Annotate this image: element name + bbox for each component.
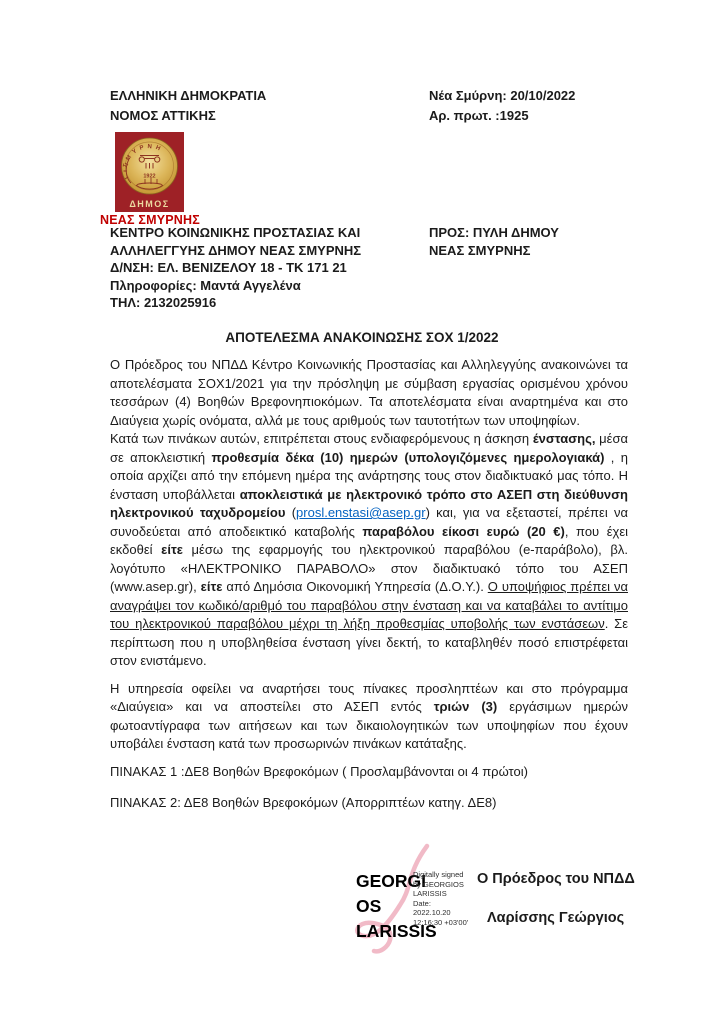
document-body — [110, 356, 628, 826]
signer-role: Ο Πρόεδρος του ΝΠΔΔ — [477, 871, 635, 887]
email-link[interactable]: prosl.enstasi@asep.gr — [296, 505, 426, 520]
text-segment: , που έχει εκδοθεί — [110, 523, 629, 557]
text-segment: προθεσμία δέκα (10) ημερών (υπολογιζόμενες ημερολογιακά) — [211, 449, 605, 465]
text-segment: από Δημόσια Οικονομική Υπηρεσία (Δ.Ο.Υ.). — [222, 579, 488, 594]
signature-detail-line: 12:16:30 +03'00' — [413, 917, 469, 927]
text-segment: ένστασης, — [532, 431, 596, 446]
text-segment: είτε — [161, 542, 183, 557]
republic-line: ΕΛΛΗΝΙΚΗ ΔΗΜΟΚΡΑΤΙΑ — [110, 88, 267, 103]
sender-line: Δ/ΝΣΗ: ΕΛ. ΒΕΝΙΖΕΛΟΥ 18 - ΤΚ 171 21 — [110, 260, 347, 275]
logo-dimos-text: ΔΗΜΟΣ — [129, 199, 170, 209]
sender-line: ΚΕΝΤΡΟ ΚΟΙΝΩΝΙΚΗΣ ΠΡΟΣΤΑΣΙΑΣ ΚΑΙ — [110, 225, 361, 240]
recipient-info — [429, 224, 559, 259]
pinakas-1 — [110, 763, 628, 782]
signature-name-line: OS — [356, 896, 382, 916]
sender-info — [110, 224, 361, 312]
text-segment: Κατά των πινάκων αυτών, επιτρέπεται στους ενδιαφερόμενους η άσκηση — [110, 431, 533, 446]
document-title: ΑΠΟΤΕΛΕΣΜΑ ΑΝΑΚΟΙΝΩΣΗΣ ΣΟΧ 1/2022 — [225, 330, 499, 345]
text-segment: Ο Πρόεδρος του ΝΠΔΔ Κέντρο Κοινωνικής Προστασίας και Αλληλεγγύης ανακοινώνει τα αποτελέσματα ΣΟΧ1/2021 για την πρόσληψη με σύμβαση εργασίας ορισμένου χρόνου τεσσάρων (4) Βοηθών Βρεφονηπιοκόμων. Τα αποτελέσματα είναι αναρτημένα και στο Διαύγεια χωρίς ονόματα, αλλά με τους αριθμούς των ταυτοτήτων των υποψηφίων. — [110, 357, 628, 428]
signature-detail-line: by GEORGIOS — [413, 879, 464, 889]
paragraph-service-obligation — [110, 680, 628, 754]
signature-detail-line: Digitally signed — [413, 870, 464, 879]
text-segment: εργάσιμων ημερών φωτοαντίγραφα των αιτήσεων και των δικαιολογητικών των υποψηφίων που έχουν υποβάλει ένσταση κατά των προσωρινών πινάκων κατάταξης. — [110, 699, 629, 751]
recipient-line: ΠΡΟΣ: ΠΥΛΗ ΔΗΜΟΥ — [429, 225, 559, 240]
sender-line: ΤΗΛ: 2132025916 — [110, 295, 217, 310]
text-segment: Ο υποψήφιος πρέπει να αναγράψει τον κωδικό/αριθμό του παραβόλου στην ένσταση και να καταβάλει το αντίτιμο του ηλεκτρονικού παραβόλου μέχρι τη λήξη προθεσμίας υποβολής των ενστάσεων — [110, 579, 628, 631]
signature-name-line: GEORGI — [356, 871, 427, 891]
signature-name-line: LARISSIS — [356, 921, 437, 941]
text-segment: είτε — [200, 579, 223, 594]
digital-signature-stamp — [413, 870, 477, 927]
municipal-logo — [115, 132, 184, 212]
prefecture-line: ΝΟΜΟΣ ΑΤΤΙΚΗΣ — [110, 108, 216, 123]
signature-detail-line: 2022.10.20 — [413, 908, 451, 917]
signature-detail-line: LARISSIS — [413, 889, 447, 898]
text-segment: παραβόλου είκοσι ευρώ (20 €) — [362, 523, 565, 539]
sender-line: ΑΛΛΗΛΕΓΓΥΗΣ ΔΗΜΟΥ ΝΕΑΣ ΣΜΥΡΝΗΣ — [110, 242, 362, 258]
text-segment: ( — [285, 505, 297, 520]
seal-year-text: 1922 — [143, 173, 156, 180]
text-segment: τριών (3) — [433, 699, 498, 714]
text-segment: μέσα σε αποκλειστική — [110, 431, 628, 465]
text-segment: , η οποία αρχίζει από την επόμενη ημέρα της ανάρτησης τους στον διαδικτυακό μας τόπο. Η ένσταση υποβάλλεται — [110, 449, 628, 502]
protocol-line: Αρ. πρωτ. :1925 — [429, 108, 529, 123]
municipal-seal-icon — [115, 132, 184, 212]
paragraph-intro — [110, 356, 628, 430]
recipient-line: ΝΕΑΣ ΣΜΥΡΝΗΣ — [429, 242, 531, 258]
text-segment: αποκλειστικά με ηλεκτρονικό τρόπο στο ΑΣΕΠ στη διεύθυνση ηλεκτρονικού ταχυδρομείου — [110, 486, 629, 520]
text-segment: Η υπηρεσία οφείλει να αναρτήσει τους πίνακες προσληπτέων και στο πρόγραμμα «Διαύγεια» και να αποστείλει στο ΑΣΕΠ εντός — [110, 680, 628, 714]
text-segment: ΠΙΝΑΚΑΣ 1 :ΔΕ8 Βοηθών Βρεφοκόμων ( Προσλαμβάνονται οι 4 πρώτοι) — [110, 763, 528, 779]
pinakas-2 — [110, 794, 628, 813]
text-segment: μέσω της εφαρμογής του ηλεκτρονικού παραβόλου (e-παράβολο), βλ. λογότυπο «ΗΛΕΚΤΡΟΝΙΚΟ ΠΑΡΑΒΟΛΟ» στον διαδικτυακό τόπο του ΑΣΕΠ (www.asep.gr), — [110, 542, 628, 594]
signature-detail-line: Date: — [413, 898, 431, 908]
signer-name: Λαρίσσης Γεώργιος — [487, 910, 625, 926]
text-segment: . Σε περίπτωση που η υποβληθείσα ένσταση γίνει δεκτή, το καταβληθέν ποσό επιστρέφεται στον ενιστάμενο. — [110, 616, 628, 668]
text-segment: ΠΙΝΑΚΑΣ 2: ΔΕ8 Βοηθών Βρεφοκόμων (Απορριπτέων κατηγ. ΔΕ8) — [110, 795, 497, 810]
logo-caption: ΝΕΑΣ ΣΜΥΡΝΗΣ — [100, 213, 200, 227]
paragraph-objections — [110, 430, 628, 671]
header-right — [429, 86, 575, 126]
seal-name-text: ΣΜΥΡΝΗ — [122, 144, 165, 169]
header-left — [110, 86, 266, 126]
date-line: Νέα Σμύρνη: 20/10/2022 — [429, 88, 576, 103]
text-segment: ) και, για να εξεταστεί, πρέπει να συνοδεύεται από αποδεικτικό καταβολής — [110, 505, 628, 539]
sender-line: Πληροφορίες: Μαντά Αγγελένα — [110, 277, 301, 293]
